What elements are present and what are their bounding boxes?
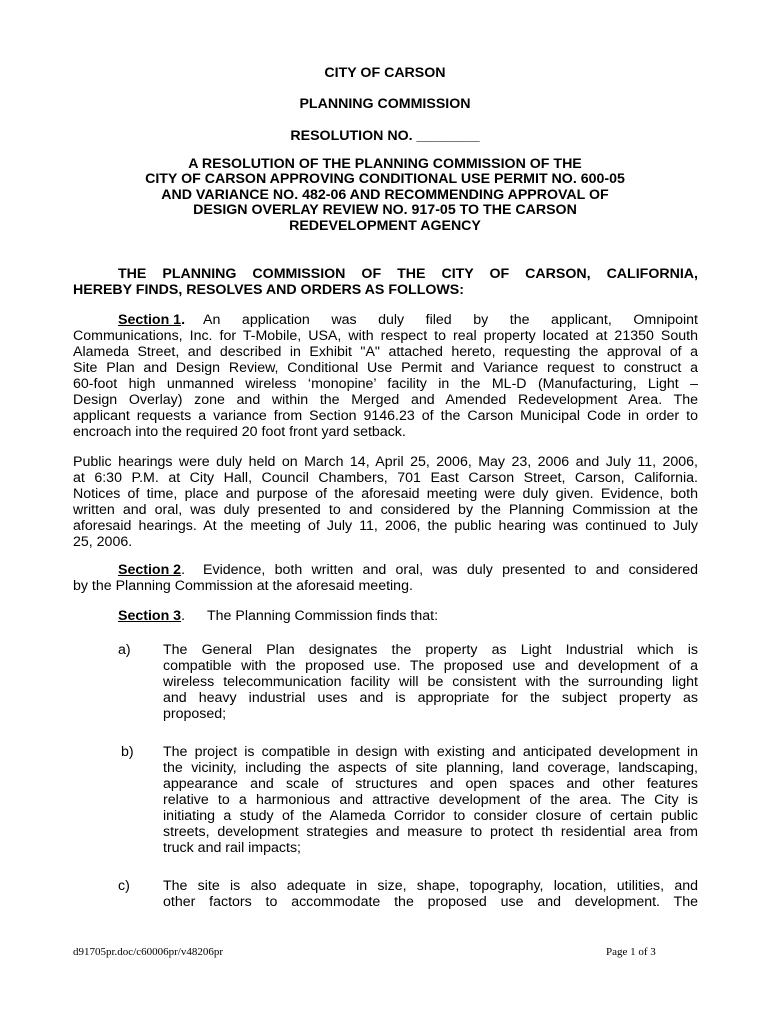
finding-line: appearance and scale of structures and open spaces and other features: [163, 776, 698, 792]
section-3-label: Section 3.: [118, 608, 186, 624]
section-1-line: Communications, Inc. for T-Mobile, USA, with respect to real property located at 21350 South: [73, 328, 698, 344]
finding-line: other factors to accommodate the proposed use and development. The: [163, 894, 698, 910]
item-marker: c): [118, 878, 130, 894]
finding-line: the vicinity, including the aspects of site planning, land coverage, landscaping,: [163, 760, 698, 776]
section-2-text: Evidence, both written and oral, was duly presented to and considered: [203, 562, 698, 578]
finding-line: relative to a harmonious and attractive development of the area. The City is: [163, 792, 698, 808]
title-line: CITY OF CARSON APPROVING CONDITIONAL USE PERMIT NO. 600-05: [145, 171, 625, 188]
commission-heading: PLANNING COMMISSION: [299, 96, 471, 112]
resolution-number: RESOLUTION NO. ________: [290, 128, 480, 144]
hearings-line: aforesaid hearings. At the meeting of July 11, 2006, the public hearing was continued to July: [73, 518, 698, 534]
section-3-intro: The Planning Commission finds that:: [206, 608, 439, 624]
section-1-line: encroach into the required 20 foot front yard setback.: [73, 424, 406, 440]
hearings-line: at 6:30 P.M. at City Hall, Council Chambers, 701 East Carson Street, Carson, California.: [73, 470, 698, 486]
page-number: Page 1 of 3: [606, 946, 656, 958]
finding-line: The General Plan designates the property as Light Industrial which is: [163, 642, 698, 658]
preamble-line: HEREBY FINDS, RESOLVES AND ORDERS AS FOLLOWS:: [73, 282, 464, 298]
city-heading: CITY OF CARSON: [324, 65, 446, 81]
hearings-line: 25, 2006.: [73, 534, 133, 550]
title-line: AND VARIANCE NO. 482-06 AND RECOMMENDING APPROVAL OF: [161, 186, 609, 203]
finding-line: and heavy industrial uses and is appropriate for the subject property as: [163, 690, 698, 706]
section-2-first-line: [118, 562, 698, 578]
hearings-line: Public hearings were duly held on March 14, April 25, 2006, May 23, 2006 and July 11, 2006,: [73, 454, 698, 470]
finding-line: The project is compatible in design with existing and anticipated development in: [163, 744, 698, 760]
title-line: DESIGN OVERLAY REVIEW NO. 917-05 TO THE CARSON: [193, 202, 577, 219]
footer-filename: d91705pr.doc/c60006pr/v48206pr: [73, 946, 224, 958]
section-1-line: Design Overlay) zone and within the Merged and Amended Redevelopment Area. The: [73, 392, 698, 408]
finding-line: wireless telecommunication facility will be consistent with the surrounding light: [163, 674, 698, 690]
section-1-line: Site Plan and Design Review, Conditional Use Permit and Variance request to construct a: [73, 360, 698, 376]
section-1-line: Alameda Street, and described in Exhibit "A" attached hereto, requesting the approval of a: [73, 344, 698, 360]
finding-line: truck and rail impacts;: [163, 840, 301, 856]
section-1-label: Section 1.: [118, 312, 186, 328]
finding-line: streets, development strategies and measure to protect th residential area from: [163, 824, 698, 840]
title-line: A RESOLUTION OF THE PLANNING COMMISSION OF THE: [188, 156, 582, 172]
section-1-line: applicant requests a variance from Section 9146.23 of the Carson Municipal Code in order to: [73, 408, 698, 424]
section-3-first-line: [118, 608, 698, 624]
finding-line: The site is also adequate in size, shape, topography, location, utilities, and: [163, 878, 698, 894]
finding-line: proposed;: [163, 706, 227, 722]
section-1-text: An application was duly filed by the applicant, Omnipoint: [203, 312, 698, 328]
finding-line: initiating a study of the Alameda Corridor to consider closure of certain public: [163, 808, 698, 824]
section-2-line: by the Planning Commission at the aforesaid meeting.: [73, 578, 413, 594]
hearings-line: written and oral, was duly presented to and considered by the Planning Commission at the: [73, 502, 698, 518]
finding-line: compatible with the proposed use. The proposed use and development of a: [163, 658, 698, 674]
section-1-first-line: [118, 312, 698, 328]
title-line: REDEVELOPMENT AGENCY: [289, 217, 481, 234]
hearings-line: Notices of time, place and purpose of the aforesaid meeting were duly given. Evidence, both: [73, 486, 698, 502]
preamble-line: THE PLANNING COMMISSION OF THE CITY OF CARSON, CALIFORNIA,: [118, 266, 698, 282]
resolution-title: [60, 157, 710, 234]
item-marker: a): [118, 642, 131, 658]
item-marker: b): [121, 744, 134, 760]
section-1-line: 60-foot high unmanned wireless ‘monopine’ facility in the ML-D (Manufacturing, Light –: [73, 376, 698, 392]
section-2-label: Section 2.: [118, 562, 186, 578]
